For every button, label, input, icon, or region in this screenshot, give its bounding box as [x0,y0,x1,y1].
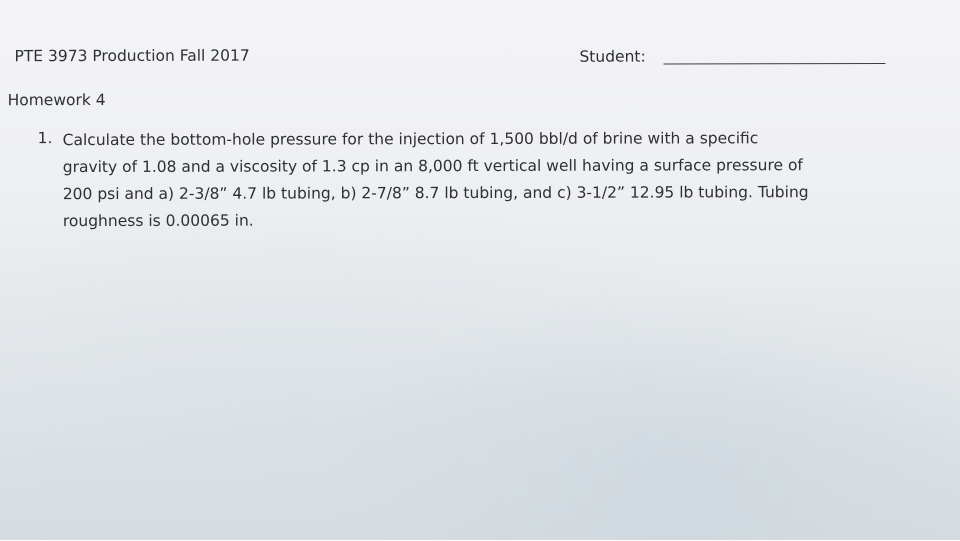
question-number: 1. [37,129,53,148]
student-name-blank-line [663,63,885,65]
question-text-line: Calculate the bottom-hole pressure for the injection of 1,500 bbl/d of brine with a specific [62,129,759,150]
question-text-line: 200 psi and a) 2-3/8” 4.7 lb tubing, b) 2-7/8” 8.7 lb tubing, and c) 3-1/2” 12.95 lb tubing. Tubing [62,183,809,204]
question-text-line: gravity of 1.08 and a viscosity of 1.3 cp in an 8,000 ft vertical well having a surface pressure of [62,156,803,177]
student-label: Student: [579,47,646,66]
homework-title: Homework 4 [7,90,106,110]
question-text [63,125,948,235]
question-text-line: roughness is 0.00065 in. [62,211,254,231]
course-title: PTE 3973 Production Fall 2017 [14,46,250,66]
